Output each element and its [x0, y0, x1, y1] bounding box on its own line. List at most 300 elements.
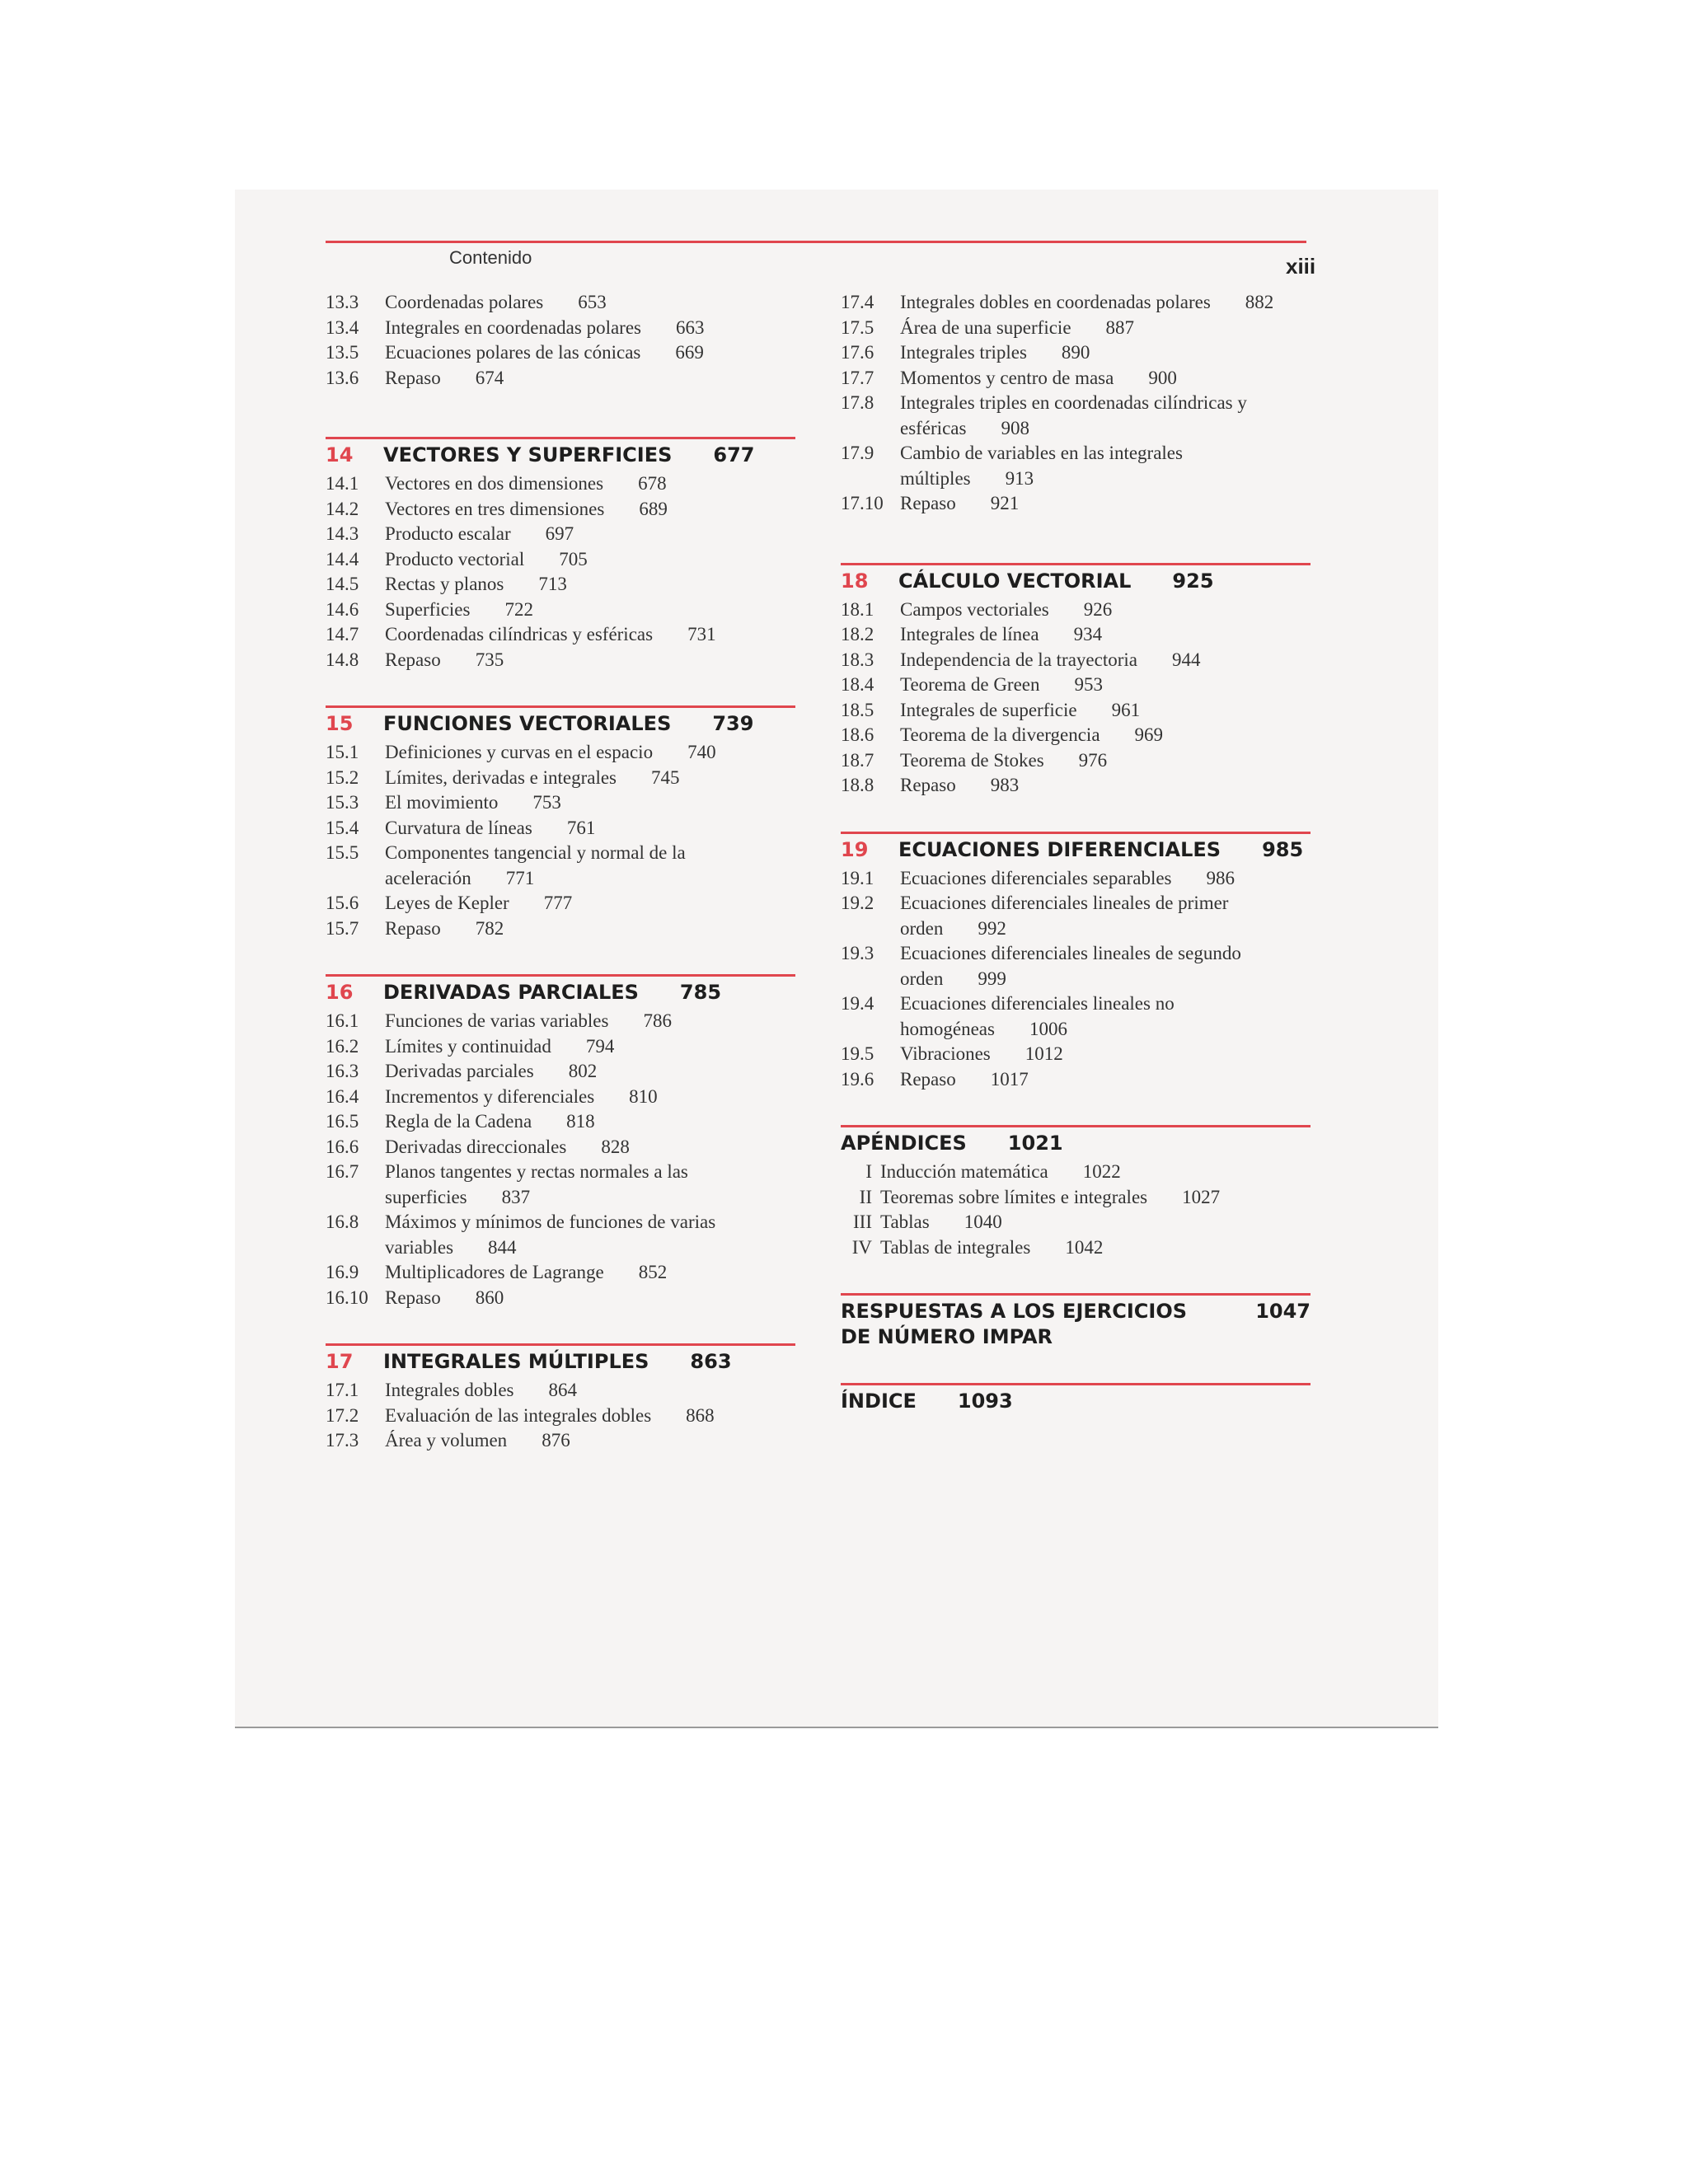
entry-title-line [880, 1235, 1311, 1261]
entry-title-line [900, 441, 1311, 491]
toc-entry [841, 673, 1311, 698]
entry-page: 852 [638, 1262, 668, 1282]
entry-page: 722 [504, 598, 533, 620]
entry-page: 961 [1111, 699, 1141, 720]
toc-entry [841, 748, 1311, 774]
entry-number: 18.3 [841, 649, 874, 670]
entry-page: 864 [548, 1380, 577, 1400]
chapter-number: 14 [326, 443, 354, 466]
left-column [326, 290, 795, 1487]
entry-page: 882 [1245, 292, 1274, 312]
entry-title-line [385, 1428, 795, 1454]
toc-entry [841, 491, 1311, 517]
entry-number: 14.4 [326, 548, 359, 569]
toc-entry [326, 648, 795, 673]
running-header: Contenido [449, 247, 532, 268]
entry-number: 13.6 [326, 367, 359, 388]
toc-entry [326, 366, 795, 391]
entry-title: Repaso [385, 1286, 441, 1308]
chapter-title: DERIVADAS PARCIALES [383, 981, 639, 1004]
entry-page: 674 [475, 367, 504, 388]
toc-entry [326, 1059, 795, 1085]
chapter-block [326, 437, 795, 673]
entry-title: Momentos y centro de masa [900, 367, 1114, 388]
entry-title: Regla de la Cadena [385, 1111, 532, 1132]
entry-title: Repaso [385, 367, 441, 388]
entry-page: 735 [475, 649, 504, 670]
entry-number: 15.3 [326, 792, 359, 813]
entry-title-line [900, 598, 1311, 623]
entry-page: 1040 [964, 1212, 1002, 1232]
entry-number: 18.4 [841, 674, 874, 695]
chapter-number: 18 [841, 569, 869, 593]
page-number: xiii [1286, 254, 1316, 279]
entry-title: Máximos y mínimos de funciones de varias variables [385, 1212, 716, 1258]
entry-page: 745 [651, 766, 680, 788]
entry-number: 17.4 [841, 292, 874, 312]
entry-title: Derivadas direccionales [385, 1136, 567, 1157]
chapter-page: 739 [712, 712, 754, 735]
entry-title-line [900, 648, 1311, 673]
entry-page: 1012 [1025, 1043, 1063, 1064]
entry-page: 1022 [1082, 1161, 1121, 1182]
chapter-block [326, 974, 795, 1310]
toc-entry [326, 1260, 795, 1286]
entry-number: 17.2 [326, 1404, 359, 1426]
entry-title: Coordenadas polares [385, 292, 544, 312]
chapter-block [841, 1293, 1311, 1350]
toc-entry [841, 1042, 1311, 1067]
entry-title: Leyes de Kepler [385, 893, 509, 913]
entry-title-line [385, 471, 795, 497]
entry-title: Teorema de la divergencia [900, 724, 1100, 745]
entry-title-line [385, 766, 795, 791]
chapter-block [841, 1383, 1311, 1414]
entry-number: 16.10 [326, 1286, 368, 1308]
entry-title-line [385, 1109, 795, 1135]
chapter-number: 15 [326, 712, 354, 735]
chapter-heading [841, 837, 1311, 863]
toc-entry [841, 1067, 1311, 1093]
entry-title-line [900, 1067, 1311, 1093]
toc-entry [841, 1210, 1311, 1235]
entry-title-line [900, 891, 1311, 941]
entry-title-line [385, 522, 795, 547]
entry-page: 761 [566, 817, 596, 838]
entry-page: 1027 [1182, 1186, 1221, 1207]
entry-number: IV [851, 1236, 872, 1258]
entry-page: 860 [475, 1286, 504, 1308]
entry-title-line [385, 622, 795, 648]
entry-number: 14.5 [326, 574, 359, 594]
toc-entry [841, 1185, 1311, 1211]
entry-page: 992 [978, 917, 1006, 939]
entry-title: Repaso [900, 493, 956, 513]
entry-page: 837 [501, 1186, 531, 1207]
entry-number: 17.1 [326, 1380, 359, 1400]
toc-entry [326, 1404, 795, 1429]
chapter-block [326, 705, 795, 941]
entry-page: 1017 [990, 1068, 1029, 1090]
entry-title: Superficies [385, 598, 471, 620]
entry-page: 740 [687, 742, 716, 762]
chapter-block [841, 1125, 1311, 1260]
toc-entry [841, 1235, 1311, 1261]
entry-title: Vectores en dos dimensiones [385, 473, 604, 494]
entry-title-line [880, 1160, 1311, 1185]
entry-title: Tablas [880, 1212, 930, 1232]
toc-entry [326, 1034, 795, 1060]
entry-page: 983 [990, 775, 1020, 795]
entry-number: 17.10 [841, 493, 884, 513]
chapter-page: 863 [690, 1350, 732, 1373]
toc-entry [326, 1378, 795, 1404]
chapter-heading [326, 1349, 795, 1375]
entry-page: 782 [475, 917, 504, 939]
entry-number: 16.9 [326, 1262, 359, 1282]
entry-title-line [385, 572, 795, 598]
entry-number: I [865, 1161, 872, 1182]
chapter-rule [326, 705, 795, 708]
entry-page: 818 [566, 1111, 595, 1132]
entry-title: Ecuaciones diferenciales lineales de primer orden [900, 893, 1229, 939]
toc-entry [841, 598, 1311, 623]
entry-title: Repaso [900, 1068, 956, 1090]
entry-title-line [385, 1210, 795, 1260]
toc-entry [841, 773, 1311, 799]
entry-title: Incrementos y diferenciales [385, 1085, 595, 1107]
chapter-heading [326, 443, 795, 468]
entry-number: 17.7 [841, 367, 874, 388]
entry-title: Teorema de Green [900, 674, 1040, 695]
entry-title: Planos tangentes y rectas normales a las superficies [385, 1161, 688, 1207]
entry-title: Límites, derivadas e integrales [385, 766, 617, 788]
entry-page: 678 [638, 473, 667, 494]
entry-title: Ecuaciones diferenciales lineales de segundo orden [900, 943, 1241, 989]
toc-entry [326, 290, 795, 316]
chapter-rule [841, 1383, 1311, 1385]
toc-entry [841, 290, 1311, 316]
entry-title: Independencia de la trayectoria [900, 649, 1137, 670]
entry-number: 13.4 [326, 316, 359, 338]
entry-page: 908 [1001, 417, 1029, 438]
toc-entry [326, 497, 795, 523]
toc-entry [326, 572, 795, 598]
chapter-rule [326, 974, 795, 977]
toc-entry [326, 790, 795, 816]
entry-title-line [385, 1135, 795, 1160]
chapter-title: VECTORES Y SUPERFICIES [383, 443, 673, 466]
entry-title-line [385, 740, 795, 766]
toc-entry [841, 316, 1311, 341]
toc-entry [326, 547, 795, 573]
entry-title: Curvatura de líneas [385, 817, 532, 838]
entry-title-line [385, 648, 795, 673]
entry-page: 786 [643, 1010, 672, 1031]
entry-title-line [385, 290, 795, 316]
entry-title-line [385, 790, 795, 816]
toc-entry [326, 471, 795, 497]
entry-title: Ecuaciones diferenciales lineales no homogéneas [900, 993, 1175, 1039]
entry-title-line [385, 916, 795, 942]
entry-title-line [385, 1085, 795, 1110]
entry-number: 19.6 [841, 1068, 874, 1090]
entry-number: 18.6 [841, 724, 874, 745]
entry-page: 777 [543, 893, 573, 913]
entry-page: 663 [676, 316, 705, 338]
entry-title: Repaso [385, 917, 441, 939]
entry-number: 18.2 [841, 624, 874, 644]
entry-title-line [385, 366, 795, 391]
entry-title: Teorema de Stokes [900, 749, 1044, 771]
chapter-rule [841, 1293, 1311, 1296]
entry-title-line [385, 1378, 795, 1404]
entry-title-line [900, 773, 1311, 799]
entry-title: Integrales en coordenadas polares [385, 316, 641, 338]
entry-title: Área de una superficie [900, 316, 1071, 338]
chapter-page: 1093 [957, 1390, 1013, 1413]
entry-page: 753 [532, 792, 561, 813]
entry-title-line [900, 366, 1311, 391]
toc-entry [841, 723, 1311, 748]
entry-title-line [385, 547, 795, 573]
entry-title-line [900, 290, 1311, 316]
entry-title-line [900, 673, 1311, 698]
entry-page: 876 [542, 1430, 570, 1451]
entry-page: 844 [488, 1236, 517, 1258]
entry-title: Vectores en tres dimensiones [385, 498, 605, 519]
entry-number: 16.8 [326, 1212, 359, 1232]
toc-entry [326, 766, 795, 791]
entry-title-line [900, 491, 1311, 517]
entry-number: 17.5 [841, 316, 874, 338]
chapter-heading [326, 980, 795, 1005]
entry-page: 969 [1134, 724, 1164, 745]
entry-title: Multiplicadores de Lagrange [385, 1262, 604, 1282]
chapter-page: 785 [679, 981, 722, 1004]
chapter-page: 677 [713, 443, 755, 466]
entry-title: Área y volumen [385, 1430, 508, 1451]
entry-number: 18.5 [841, 699, 874, 720]
entry-number: 17.8 [841, 392, 874, 413]
entry-number: 17.9 [841, 443, 874, 463]
entry-title-line [900, 340, 1311, 366]
toc-entry [326, 916, 795, 942]
entry-title: Integrales triples en coordenadas cilíndricas y esféricas [900, 392, 1247, 438]
entry-page: 794 [585, 1035, 615, 1057]
entry-page: 999 [978, 968, 1006, 989]
entry-number: 16.6 [326, 1136, 359, 1157]
chapter-block [326, 1343, 795, 1454]
chapter-rule [841, 832, 1311, 834]
entry-page: 669 [675, 342, 704, 363]
entry-number: 19.3 [841, 943, 874, 963]
entry-title-line [385, 1059, 795, 1085]
chapter-block [841, 563, 1311, 799]
chapter-rule [326, 1343, 795, 1346]
entry-page: 697 [545, 523, 574, 544]
entry-title: Funciones de varias variables [385, 1010, 609, 1031]
toc-entry [326, 1085, 795, 1110]
entry-number: 16.3 [326, 1061, 359, 1081]
toc-entry [841, 866, 1311, 892]
entry-page: 689 [639, 498, 668, 519]
entry-title: Repaso [385, 649, 441, 670]
toc-entry [326, 622, 795, 648]
entry-number: 14.1 [326, 473, 359, 494]
entry-title-line [385, 497, 795, 523]
entry-number: 15.5 [326, 842, 359, 863]
entry-title-line [900, 698, 1311, 724]
toc-entry [841, 441, 1311, 491]
entry-title: Derivadas parciales [385, 1061, 534, 1081]
entry-number: 19.4 [841, 993, 874, 1014]
toc-entry [326, 1009, 795, 1034]
entry-number: III [853, 1212, 872, 1232]
toc-entry [841, 941, 1311, 991]
entry-page: 810 [629, 1085, 658, 1107]
toc-entry [326, 841, 795, 891]
entry-number: 18.1 [841, 598, 874, 620]
entry-number: 15.1 [326, 742, 359, 762]
toc-entry [841, 1160, 1311, 1185]
entry-page: 976 [1078, 749, 1108, 771]
entry-title: Integrales triples [900, 342, 1027, 363]
entry-title-line [900, 723, 1311, 748]
chapter-title: ÍNDICE [841, 1390, 917, 1413]
chapter-heading [841, 1131, 1311, 1156]
chapter-heading [841, 1299, 1311, 1350]
toc-entry [841, 366, 1311, 391]
entry-number: 14.3 [326, 523, 359, 544]
entry-page: 953 [1074, 674, 1104, 695]
entry-title-line [385, 891, 795, 916]
entry-number: 16.5 [326, 1111, 359, 1132]
entry-number: 16.4 [326, 1085, 359, 1107]
entry-title: Rectas y planos [385, 574, 504, 594]
entry-number: 19.5 [841, 1043, 874, 1064]
entry-title-line [385, 1404, 795, 1429]
entry-title: Componentes tangencial y normal de la aceleración [385, 842, 686, 888]
header-rule [326, 241, 1306, 243]
chapter-page: 985 [1262, 837, 1304, 861]
entry-title: Vibraciones [900, 1043, 991, 1064]
toc-entry [841, 698, 1311, 724]
toc-entry [326, 1286, 795, 1311]
toc-entry [841, 340, 1311, 366]
entry-title: Producto escalar [385, 523, 511, 544]
toc-entry [326, 891, 795, 916]
entry-page: 802 [568, 1061, 598, 1081]
entry-title-line [900, 866, 1311, 892]
entry-number: 16.1 [326, 1010, 359, 1031]
entry-title: Integrales dobles en coordenadas polares [900, 292, 1211, 312]
toc-entry [326, 1210, 795, 1260]
entry-number: 19.2 [841, 893, 874, 913]
entry-page: 926 [1083, 598, 1113, 620]
entry-page: 913 [1005, 467, 1034, 489]
entry-title: Teoremas sobre límites e integrales [880, 1186, 1148, 1207]
entry-page: 868 [686, 1404, 715, 1426]
table-of-contents-page [326, 241, 1331, 1543]
toc-entry [326, 340, 795, 366]
entry-title-line [900, 391, 1311, 441]
entry-page: 921 [990, 493, 1020, 513]
chapter-block [841, 290, 1311, 517]
chapter-number: 17 [326, 1350, 354, 1373]
entry-title-line [385, 1009, 795, 1034]
entry-number: 14.8 [326, 649, 359, 670]
entry-title-line [900, 1042, 1311, 1067]
entry-title-line [385, 340, 795, 366]
toc-entry [326, 1135, 795, 1160]
toc-entry [841, 622, 1311, 648]
chapter-number: 16 [326, 981, 354, 1004]
chapter-page: 925 [1172, 569, 1214, 593]
entry-title-line [385, 1034, 795, 1060]
chapter-block [326, 290, 795, 391]
toc-entry [326, 740, 795, 766]
entry-number: 15.6 [326, 893, 359, 913]
entry-number: 19.1 [841, 867, 874, 888]
entry-number: 15.2 [326, 766, 359, 788]
toc-entry [841, 991, 1311, 1042]
entry-title-line [385, 1286, 795, 1311]
entry-title-line [385, 841, 795, 891]
entry-title-line [385, 1160, 795, 1210]
chapter-heading [841, 569, 1311, 594]
entry-title: Coordenadas cilíndricas y esféricas [385, 624, 654, 644]
chapter-title: ECUACIONES DIFERENCIALES [898, 837, 1221, 861]
toc-entry [841, 891, 1311, 941]
entry-page: 713 [538, 574, 567, 594]
entry-title-line [385, 316, 795, 341]
entry-number: 17.3 [326, 1430, 359, 1451]
chapter-title: RESPUESTAS A LOS EJERCICIOS DE NÚMERO IMPAR [841, 1300, 1188, 1348]
right-column [841, 290, 1311, 1447]
entry-title: Ecuaciones polares de las cónicas [385, 342, 641, 363]
toc-entry [326, 316, 795, 341]
entry-title: Límites y continuidad [385, 1035, 551, 1057]
toc-entry [326, 1109, 795, 1135]
toc-entry [841, 648, 1311, 673]
entry-page: 653 [578, 292, 607, 312]
chapter-page: 1021 [1007, 1132, 1063, 1155]
entry-title: Tablas de integrales [880, 1236, 1031, 1258]
entry-title-line [880, 1185, 1311, 1211]
entry-number: 18.7 [841, 749, 874, 771]
entry-page: 887 [1105, 316, 1135, 338]
entry-number: 13.3 [326, 292, 359, 312]
chapter-title: CÁLCULO VECTORIAL [898, 569, 1132, 593]
entry-title-line [385, 816, 795, 841]
entry-number: 17.6 [841, 342, 874, 363]
entry-title-line [385, 1260, 795, 1286]
chapter-heading [326, 711, 795, 737]
chapter-rule [326, 437, 795, 439]
entry-number: 14.7 [326, 624, 359, 644]
chapter-block [841, 832, 1311, 1093]
entry-number: 13.5 [326, 342, 359, 363]
chapter-title: APÉNDICES [841, 1132, 967, 1155]
chapter-title: FUNCIONES VECTORIALES [383, 712, 672, 735]
entry-page: 771 [505, 867, 535, 888]
chapter-page: 1047 [1255, 1300, 1311, 1323]
entry-title: El movimiento [385, 792, 499, 813]
entry-title-line [385, 598, 795, 623]
toc-entry [841, 391, 1311, 441]
toc-entry [326, 1160, 795, 1210]
